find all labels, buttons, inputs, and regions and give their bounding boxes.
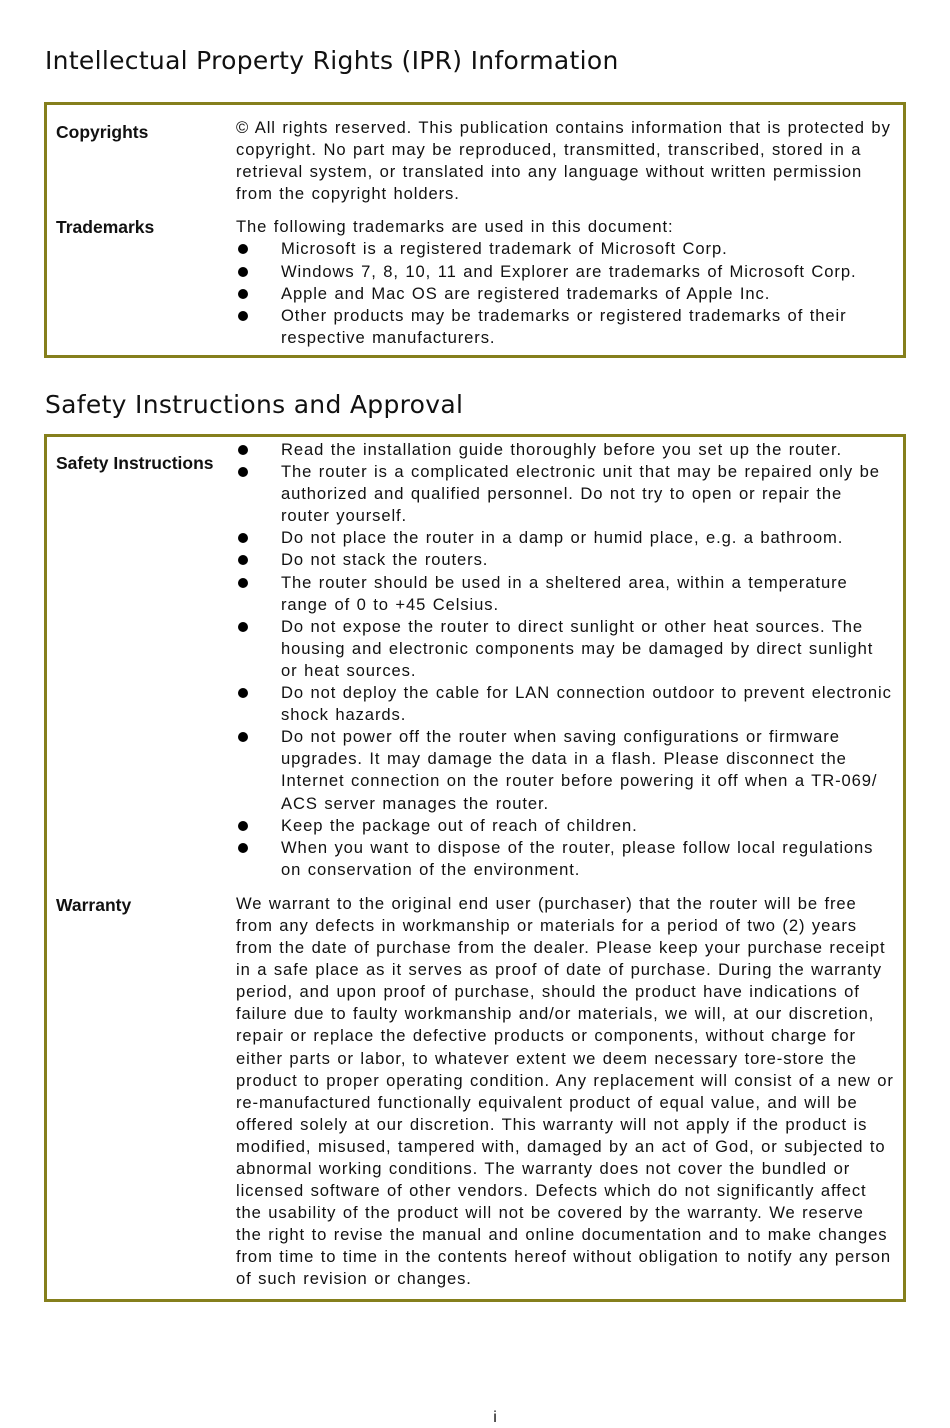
copyrights-row [47,117,903,205]
safety-instructions-row [47,439,903,881]
safety-item [236,726,895,814]
trademark-item-text: Microsoft is a registered trademark of Microsoft Corp. [281,239,728,259]
trademark-item [236,305,895,349]
bullet-icon [238,467,248,477]
safety-item-text: Do not deploy the cable for LAN connection outdoor to prevent electronic shock hazards. [281,683,892,725]
page-number: i [493,1409,497,1426]
bullet-icon [238,267,248,277]
trademarks-list [236,238,895,348]
bullet-icon [238,533,248,543]
bullet-icon [238,578,248,588]
safety-instructions-content [236,439,895,881]
bullet-icon [238,821,248,831]
safety-item-text: Keep the package out of reach of children. [281,815,638,835]
safety-item [236,461,895,527]
bullet-icon [238,555,248,565]
trademark-item [236,261,895,283]
safety-item [236,682,895,726]
trademark-item [236,283,895,305]
trademark-item-text: Other products may be trademarks or registered trademarks of their respective manufacturers. [281,305,847,347]
bullet-icon [238,289,248,299]
bullet-icon [238,244,248,254]
ipr-table [44,102,906,358]
safety-item-text: The router is a complicated electronic unit that may be repaired only be authorized and qualified personnel. Do not try to open or repair the router yourself. [281,462,880,526]
safety-table [44,434,906,1302]
safety-item-text: Do not place the router in a damp or humid place, e.g. a bathroom. [281,528,844,548]
safety-instructions-label: Safety Instructions [56,453,214,473]
safety-item [236,815,895,837]
safety-item [236,572,895,616]
safety-item-text: Do not power off the router when saving configurations or firmware upgrades. It may damage the data in a flash. Please disconnect the Internet connection on the router before powering it off when a TR-069/ ACS server manages the router. [281,727,878,813]
safety-item [236,439,895,461]
warranty-label: Warranty [56,894,132,915]
trademarks-intro: The following trademarks are used in this document: [236,217,674,237]
safety-item-text: The router should be used in a sheltered area, within a temperature range of 0 to +45 Celsius. [281,572,848,614]
copyrights-label: Copyrights [56,122,149,142]
bullet-icon [238,732,248,742]
safety-item [236,527,895,549]
ipr-heading: Intellectual Property Rights (IPR) Information [45,46,619,75]
warranty-row [47,893,903,1291]
bullet-icon [238,688,248,698]
safety-item-text: When you want to dispose of the router, please follow local regulations on conservation of the environment. [281,837,874,879]
warranty-text: We warrant to the original end user (purchaser) that the router will be free from any defects in workmanship or materials for a period of two (2) years from the date of purchase from the dealer. Please keep your purchase receipt in a safe place as it serves as proof of date of purchase. During the warranty period, and upon proof of purchase, should the product have indications of failure due to faulty workmanship and/or materials, we will, at our discretion, repair or replace the defective products or components, without charge for either parts or labor, to whatever extent we deem necessary tore-store the product to proper operating condition. Any replacement will consist of a new or re-manufactured functionally equivalent product of equal value, and will be offered solely at our discretion. This warranty will not apply if the product is modified, misused, tampered with, damaged by an act of God, or subjected to abnormal working conditions. The warranty does not cover the bundled or licensed software of other vendors. Defects which do not significantly affect the usability of the product will not be covered by the warranty. We reserve the right to revise the manual and online documentation and to make changes from time to time in the contents hereof without obligation to notify any person of such revision or changes. [236,893,894,1289]
trademark-item-text: Apple and Mac OS are registered trademarks of Apple Inc. [281,283,771,303]
safety-item [236,549,895,571]
trademarks-row [47,216,903,349]
bullet-icon [238,445,248,455]
safety-item-text: Read the installation guide thoroughly before you set up the router. [281,440,843,459]
trademarks-label: Trademarks [56,217,155,238]
safety-item [236,616,895,682]
safety-item-text: Do not expose the router to direct sunlight or other heat sources. The housing and electronic components may be damaged by direct sunlight or heat sources. [281,616,874,680]
bullet-icon [238,843,248,853]
copyrights-text: © All rights reserved. This publication contains information that is protected by copyright. No part may be reproduced, transmitted, transcribed, stored in a retrieval system, or translated into any language without written permission from the copyright holders. [236,118,891,204]
safety-item [236,837,895,881]
trademark-item-text: Windows 7, 8, 10, 11 and Explorer are trademarks of Microsoft Corp. [281,261,857,281]
safety-heading: Safety Instructions and Approval [45,390,464,419]
bullet-icon [238,311,248,321]
bullet-icon [238,622,248,632]
safety-item-text: Do not stack the routers. [281,550,489,570]
trademark-item [236,238,895,260]
safety-instructions-list [236,439,895,881]
trademarks-content [236,216,895,349]
